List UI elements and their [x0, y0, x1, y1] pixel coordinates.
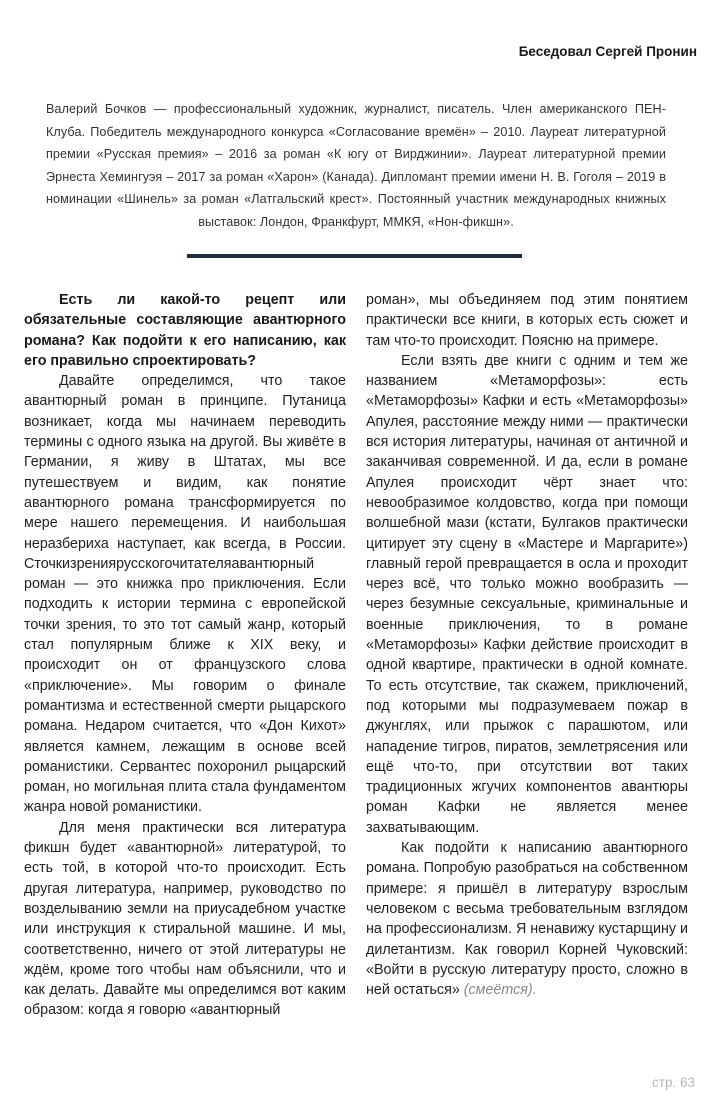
laugh-remark: (смеётся). [463, 982, 537, 999]
left-column [24, 290, 346, 1021]
page-number: стр. 63 [652, 1075, 695, 1090]
paragraph: Для меня практически вся литература фикшн будет «авантюрной» литературой, то есть той, в которой что-то происходит. Есть другая литература, например, руководство по возделыванию земли на приусадебном участке или инструкция к стиральной машине. И мы, соответственно, ничего от этой литературы не ждём, кроме того чтобы нам объяснили, что и как делать. Давайте мы определимся вот каким образом: когда я говорю «авантюрный [24, 819, 346, 1019]
author-byline: Беседовал Сергей Пронин [518, 44, 697, 59]
right-column [366, 290, 688, 1000]
interview-question: Есть ли какой-то рецепт или обязательные составляющие авантюрного романа? Как подойти к его написанию, как его правильно спроектировать? [24, 292, 346, 369]
paragraph-text: Как подойти к написанию авантюрного романа. Попробую разобраться на собственном примере: я пришёл в литературу взрослым человеком с весьма требовательным взглядом на профессионализм. Я ненавижу кустарщину и дилетантизм. Как говорил Корней Чуковский: «Войти в русскую литературу просто, сложно в ней остаться» [366, 840, 688, 999]
paragraph: Давайте определимся, что такое авантюрный роман в принципе. Путаница возникает, когда мы начинаем переводить термины с одного языка на другой. Вы живёте в Германии, я живу в Штатах, мы все путешествуем и видим, как понятие авантюрного романа трансформируется по мере нашего перемещения. И наибольшая неразбериха наступает, как всегда, в России. Сточкизрениярусскогочитателяавантюрный роман — это книжка про приключения. Если подходить к истории термина с европейской точки зрения, то это тот самый жанр, который стал популярным ближе к XIX веку, и происходит он от французского слова «приключение». Мы говорим о финале романтизма и естественной смерти рыцарского романа. Недаром считается, что «Дон Кихот» является камнем, лежащим в основе всей романистики. Сервантес похоронил рыцарский роман, но могильная плита стала фундаментом жанра новой романистики. [24, 373, 346, 816]
section-divider [187, 254, 522, 258]
paragraph: Если взять две книги с одним и тем же названием «Метаморфозы»: есть «Метаморфозы» Кафки и есть «Метаморфозы» Апулея, расстояние между ними — практически вся история литературы, начиная от античной и заканчивая современной. И да, если в романе Апулея происходит чёрт знает что: невообразимое колдовство, когда при помощи волшебной мази (кстати, Булгаков практически цитирует эту сцену в «Мастере и Маргарите») главный герой превращается в осла и проходит через всё, что только можно вообразить — через безумные сексуальные, криминальные и военные приключения, то в романе «Метаморфозы» Кафки действие происходит в одной квартире, практически в одной комнате. То есть отсутствие, так скажем, приключений, под которыми мы подразумеваем пожар в джунглях, или прыжок с парашютом, или нападение тигров, пиратов, землетрясения или ещё что-то, при отсутствии вот таких традиционных жгучих компонентов авантюры роман Кафки не является менее захватывающим. [366, 352, 688, 836]
paragraph [366, 838, 688, 1000]
paragraph: роман», мы объединяем под этим понятием практически все книги, в которых есть сюжет и там что-то происходит. Поясню на примере. [366, 292, 688, 349]
author-bio: Валерий Бочков — профессиональный художник, журналист, писатель. Член американского ПЕН-Клуба. Победитель международного конкурса «Согласование времён» – 2010. Лауреат литературной премии «Русская премия» – 2016 за роман «К югу от Вирджинии». Лауреат литературной премии Эрнеста Хемингуэя – 2017 за роман «Харон» (Канада). Дипломант премии имени Н. В. Гоголя – 2019 в номинации «Шинель» за роман «Латгальский крест». Постоянный участник международных книжных выставок: Лондон, Франкфурт, ММКЯ, «Нон-фикшн». [46, 102, 666, 229]
